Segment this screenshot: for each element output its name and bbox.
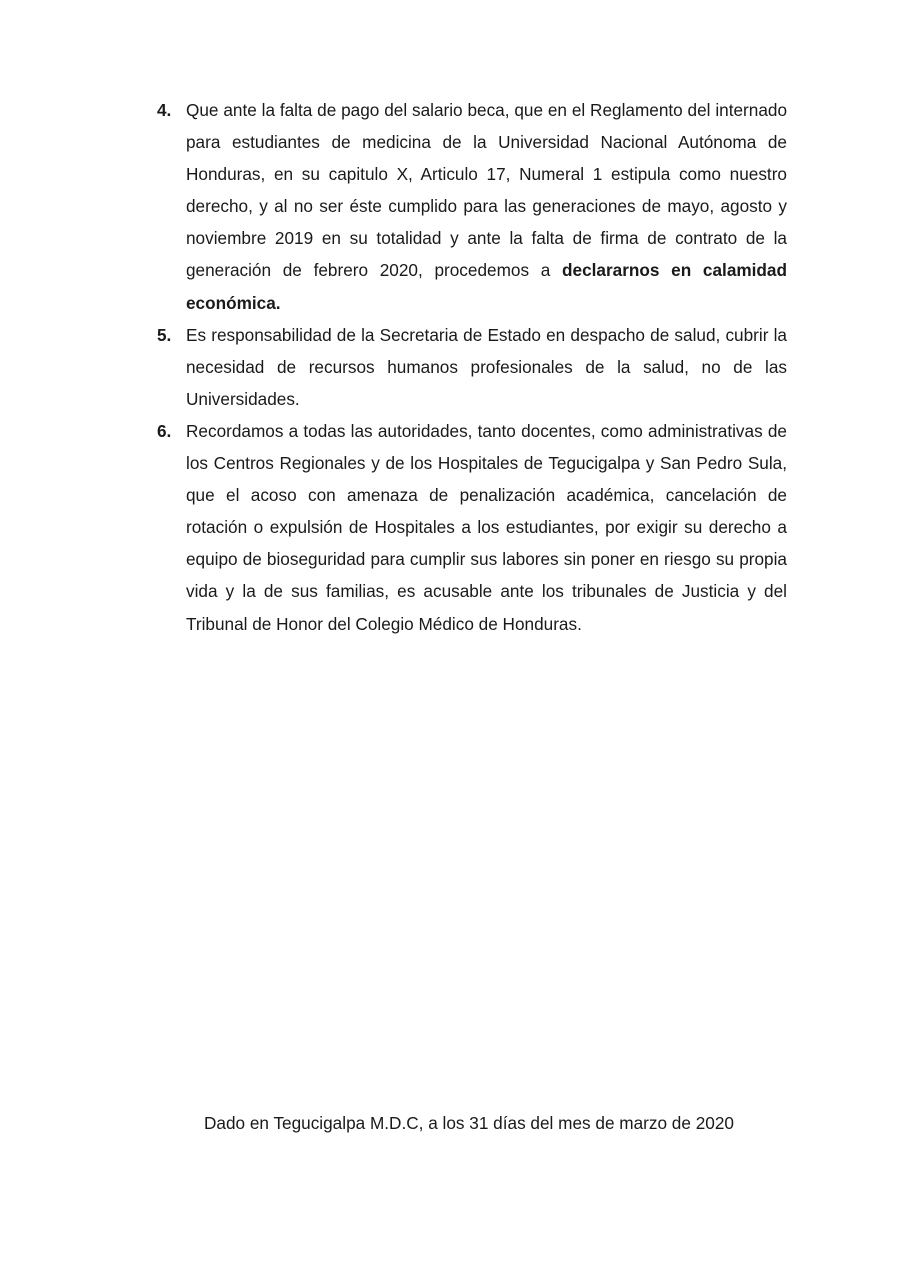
item-bold-text: declararnos en calamidad económica <box>186 260 787 313</box>
list-item-5 <box>157 319 787 415</box>
closing-date-line: Dado en Tegucigalpa M.D.C, a los 31 días del mes de marzo de 2020 <box>204 1113 734 1133</box>
numbered-list <box>157 94 787 640</box>
list-item-6 <box>157 415 787 640</box>
item-text: Que ante la falta de pago del salario beca, que en el Reglamento del internado para estudiantes de medicina de la Universidad Nacional Autónoma de Honduras, en su capitulo X, Articulo 17, Numeral 1 estipula como nuestro derecho, y al no ser éste cumplido para las generaciones de mayo, agosto y noviembre 2019 en su totalidad y ante la falta de firma de contrato de la generación de febrero 2020, procedemos a <box>186 100 787 281</box>
item-number: 6. <box>157 420 172 441</box>
item-number: 5. <box>157 324 172 345</box>
item-text: Es responsabilidad de la Secretaria de Estado en despacho de salud, cubrir la necesidad de recursos humanos profesionales de la salud, no de las Universidades. <box>186 324 787 409</box>
list-item-4 <box>157 94 787 319</box>
item-text: Recordamos a todas las autoridades, tanto docentes, como administrativas de los Centros Regionales y de los Hospitales de Tegucigalpa y San Pedro Sula, que el acoso con amenaza de penalización académica, cancelación de rotación o expulsión de Hospitales a los estudiantes, por exigir su derecho a equipo de bioseguridad para cumplir sus labores sin poner en riesgo su propia vida y la de sus familias, es acusable ante los tribunales de Justicia y del Tribunal de Honor del Colegio Médico de Honduras. <box>186 420 787 634</box>
item-text-end: . <box>275 292 281 313</box>
item-number: 4. <box>157 100 172 120</box>
